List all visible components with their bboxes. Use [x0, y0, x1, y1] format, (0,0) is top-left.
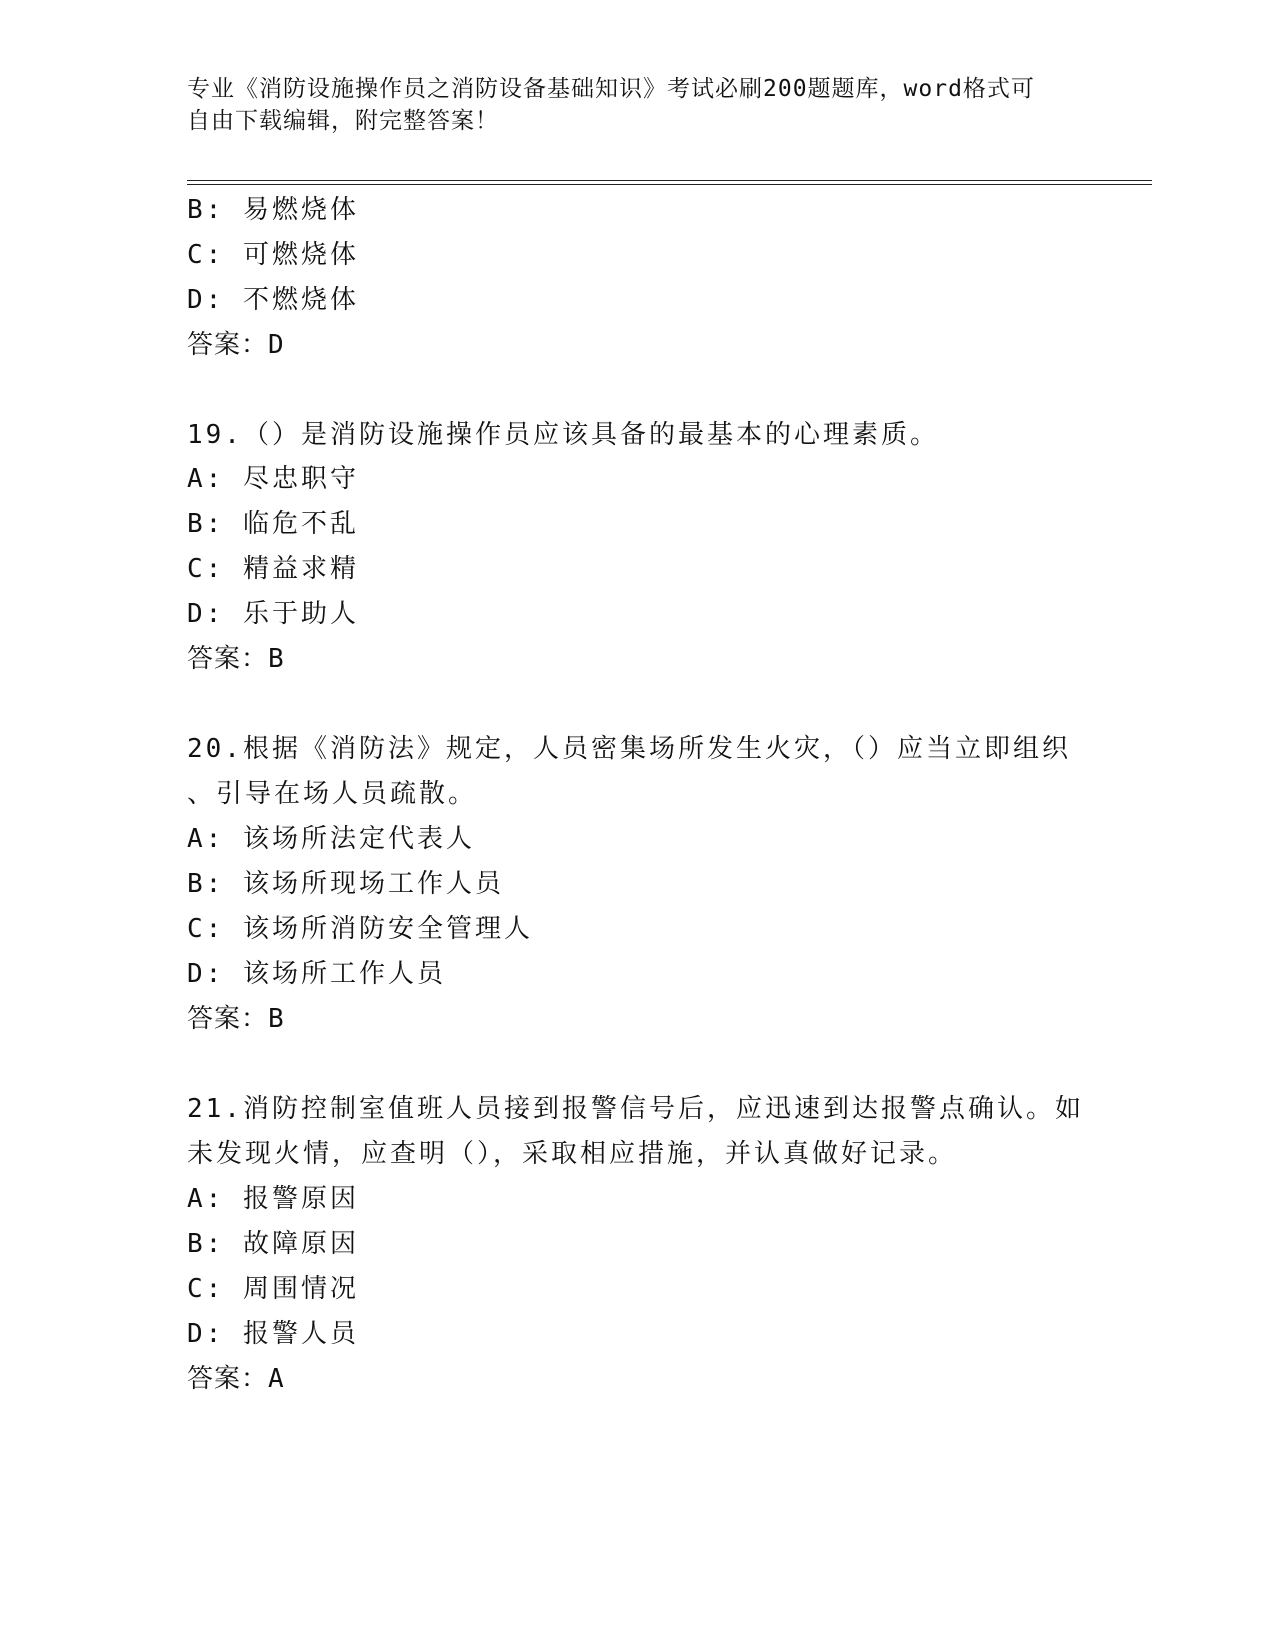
q20-stem-line-1: 20.根据《消防法》规定，人员密集场所发生火灾，（）应当立即组织 — [187, 734, 1071, 764]
header-line-2: 自由下载编辑，附完整答案！ — [187, 108, 499, 134]
q21-option-b: B: 故障原因 — [187, 1229, 359, 1259]
q21-option-d: D: 报警人员 — [187, 1319, 359, 1349]
q19-option-b: B: 临危不乱 — [187, 509, 359, 539]
header-rule-top — [187, 180, 1152, 181]
q19-answer: 答案：B — [187, 644, 285, 674]
prev-option-c: C: 可燃烧体 — [187, 240, 359, 270]
q19-option-c: C: 精益求精 — [187, 554, 359, 584]
q19-option-a: A: 尽忠职守 — [187, 464, 359, 494]
prev-option-d: D: 不燃烧体 — [187, 285, 359, 315]
q20-option-a: A: 该场所法定代表人 — [187, 824, 475, 854]
q21-stem-line-1: 21.消防控制室值班人员接到报警信号后，应迅速到达报警点确认。如 — [187, 1094, 1084, 1124]
q21-stem-line-2: 未发现火情，应查明（），采取相应措施，并认真做好记录。 — [187, 1139, 958, 1169]
header-line-1: 专业《消防设施操作员之消防设备基础知识》考试必刷200题题库，word格式可 — [187, 76, 1035, 102]
prev-option-b: B: 易燃烧体 — [187, 195, 359, 225]
q21-answer: 答案：A — [187, 1364, 285, 1394]
header-rule-bottom — [187, 184, 1152, 185]
q20-stem-line-2: 、引导在场人员疏散。 — [187, 779, 478, 809]
q20-option-d: D: 该场所工作人员 — [187, 959, 446, 989]
q21-option-c: C: 周围情况 — [187, 1274, 359, 1304]
q21-option-a: A: 报警原因 — [187, 1184, 359, 1214]
q19-stem: 19.（）是消防设施操作员应该具备的最基本的心理素质。 — [187, 420, 939, 450]
q20-option-b: B: 该场所现场工作人员 — [187, 869, 504, 899]
q20-option-c: C: 该场所消防安全管理人 — [187, 914, 533, 944]
q20-answer: 答案：B — [187, 1004, 285, 1034]
document-header — [187, 73, 1067, 137]
q19-option-d: D: 乐于助人 — [187, 599, 359, 629]
prev-answer: 答案：D — [187, 330, 285, 360]
